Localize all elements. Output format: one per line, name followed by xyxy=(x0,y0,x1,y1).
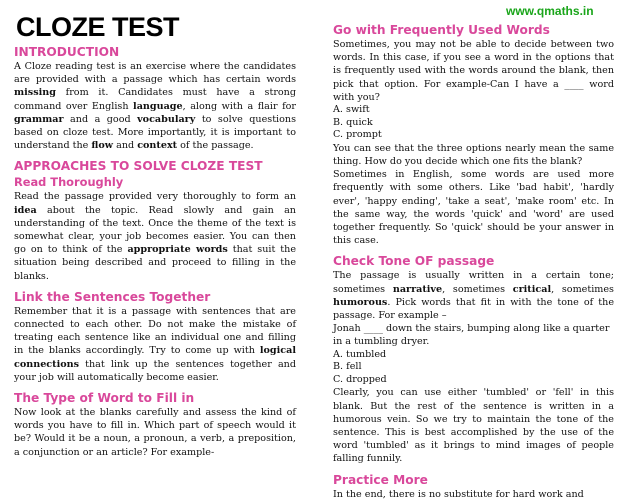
tone-option-c: C. dropped xyxy=(333,373,387,385)
frequent-words-text: Sometimes, you may not be able to decide between two words. In this case, if you see a word in the options that is frequently used with the words around the blank, then pick that option. For example-Can I have a ____ word with you? xyxy=(333,39,614,103)
tone-text: The passage is usually written in a certain tone; sometimes narrative, sometimes critical, sometimes humorous. Pick words that fit in with the tone of the passage. For example – xyxy=(333,270,614,322)
frequent-words-explanation: Sometimes in English, some words are used more frequently with some others. Like 'bad habit', 'hardly ever', 'happy ending', 'take a seat', 'make room' etc. In the same way, the words 'quick' and 'word' are used together frequently. So 'quick' should be your answer in this case. xyxy=(333,169,614,247)
right-column xyxy=(333,0,614,501)
introduction-text: A Cloze reading test is an exercise where the candidates are provided with a passage which has certain words missing from it. Candidates must have a strong command over English language, along with a flair for grammar and a good vocabulary to solve questions based on cloze test. More importantly, it is important to understand the flow and context of the passage. xyxy=(14,61,297,152)
tone-explanation: Clearly, you can use either 'tumbled' or 'fell' in this blank. But the rest of the sentence is written in a humorous vein. So we try to maintain the tone of the sentence. This is best accomplished by the use of the word 'tumbled' as it brings to mind images of people falling funnily. xyxy=(333,387,614,465)
introduction-heading: INTRODUCTION xyxy=(14,45,120,59)
option-c: C. prompt xyxy=(333,129,382,141)
link-sentences-text: Remember that it is a passage with sentences that are connected to each other. Do not make the mistake of treating each sentence like an individual one and filling in the blanks accordingly. Try to come up with logical connections that link up the sentences together and your job will automatically become easier. xyxy=(14,305,296,383)
practice-heading: Practice More xyxy=(333,472,428,487)
tone-heading: Check Tone OF passage xyxy=(333,254,495,269)
word-type-text: Now look at the blanks carefully and assess the kind of words you have to fill in. Which part of speech would it be? Would it be a noun, a pronoun, a verb, a preposition, a conjunction or an article? For example- xyxy=(14,407,296,458)
approaches-heading: APPROACHES TO SOLVE CLOZE TEST xyxy=(14,159,263,174)
link-sentences-heading: Link the Sentences Together xyxy=(14,289,211,304)
site-watermark: www.qmaths.in xyxy=(506,4,594,18)
read-thoroughly-text: Read the passage provided very thoroughly to form an idea about the topic. Read slowly and gain an understanding of the text. Once the theme of the text is somewhat clear, your job becomes easier. You can then go on to think of the appropriate words that suit the situation being described and proceed to filling in the blanks. xyxy=(14,191,297,282)
page-title: CLOZE TEST xyxy=(16,12,179,42)
option-b: B. quick xyxy=(333,116,373,128)
tone-option-a: A. tumbled xyxy=(333,348,387,360)
read-thoroughly-subheading: Read Thoroughly xyxy=(14,175,124,190)
left-column xyxy=(14,0,296,459)
word-type-heading: The Type of Word to Fill in xyxy=(14,391,195,406)
practice-text: In the end, there is no substitute for hard work and xyxy=(333,488,584,500)
tone-option-b: B. fell xyxy=(333,361,362,373)
frequent-words-question: You can see that the three options nearly mean the same thing. How do you decide which one fits the blank? xyxy=(333,142,614,167)
option-a: A. swift xyxy=(333,104,370,116)
tone-example: Jonah ____ down the stairs, bumping along like a quarter in a tumbling dryer. xyxy=(333,323,610,348)
frequent-words-heading: Go with Frequently Used Words xyxy=(333,23,550,37)
